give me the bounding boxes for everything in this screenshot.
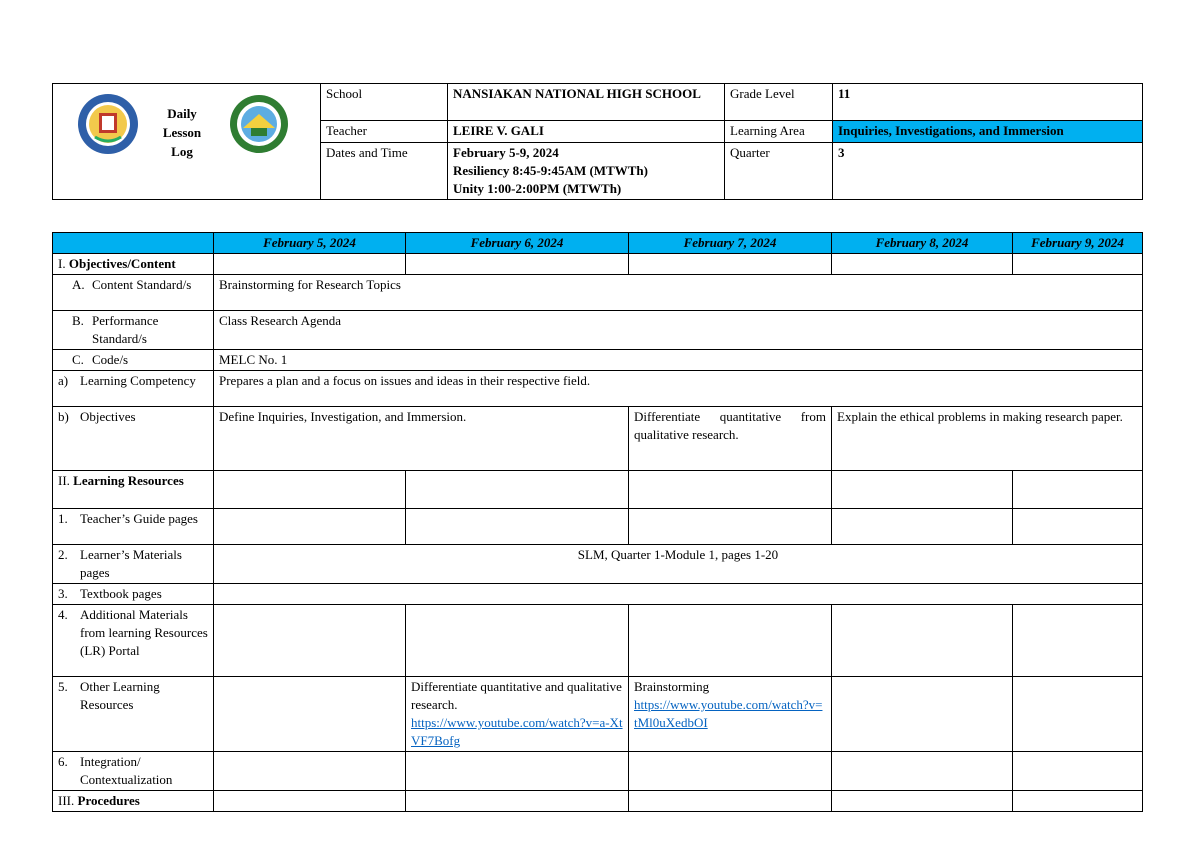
- school-seal-logo: [229, 94, 289, 159]
- performance-standard-value: Class Research Agenda: [214, 311, 1143, 350]
- lesson-log-table: [52, 232, 1143, 812]
- grade-level-value: 11: [833, 84, 1143, 121]
- daily-lesson-log-label: Daily Lesson Log: [162, 106, 202, 159]
- school-label: School: [321, 84, 448, 121]
- teacher-label: Teacher: [321, 121, 448, 143]
- code-label: C. Code/s: [53, 350, 214, 371]
- logo-cell: [53, 84, 321, 200]
- objectives-label: b) Objectives: [53, 407, 214, 471]
- objectives-feb8-9: Explain the ethical problems in making research paper.: [832, 407, 1143, 471]
- objectives-feb7: Differentiate quantitative from qualitative research.: [629, 407, 832, 471]
- teacher-value: LEIRE V. GALI: [448, 121, 725, 143]
- objectives-feb5-6: Define Inquiries, Investigation, and Immersion.: [214, 407, 629, 471]
- content-standard-value: Brainstorming for Research Topics: [214, 275, 1143, 311]
- grade-level-label: Grade Level: [725, 84, 833, 121]
- deped-seal-logo: [77, 93, 139, 160]
- quarter-value: 3: [833, 143, 1143, 200]
- content-standard-label: A. Content Standard/s: [53, 275, 214, 311]
- video-link-brainstorming[interactable]: https://www.youtube.com/watch?v=tMl0uXedbOI: [634, 697, 823, 730]
- integration-label: 6. Integration/ Contextualization: [53, 752, 214, 791]
- learning-area-value: Inquiries, Investigations, and Immersion: [833, 121, 1143, 143]
- other-resources-label: 5. Other Learning Resources: [53, 677, 214, 752]
- code-value: MELC No. 1: [214, 350, 1143, 371]
- other-resources-feb7: Brainstorming https://www.youtube.com/watch?v=tMl0uXedbOI: [629, 677, 832, 752]
- learners-materials-value: SLM, Quarter 1-Module 1, pages 1-20: [214, 545, 1143, 584]
- video-link-quant-qual[interactable]: https://www.youtube.com/watch?v=a-XtVF7Bofg: [411, 715, 623, 748]
- objectives-section-title: I. Objectives/Content: [53, 254, 214, 275]
- learning-resources-section-title: II. Learning Resources: [53, 471, 214, 509]
- learning-competency-value: Prepares a plan and a focus on issues and ideas in their respective field.: [214, 371, 1143, 407]
- learners-materials-label: 2. Learner’s Materials pages: [53, 545, 214, 584]
- day-header-feb5: February 5, 2024: [214, 233, 406, 254]
- day-header-feb9: February 9, 2024: [1013, 233, 1143, 254]
- day-header-blank: [53, 233, 214, 254]
- procedures-section-title: III. Procedures: [53, 791, 214, 812]
- quarter-label: Quarter: [725, 143, 833, 200]
- additional-materials-label: 4. Additional Materials from learning Resources (LR) Portal: [53, 605, 214, 677]
- teachers-guide-label: 1. Teacher’s Guide pages: [53, 509, 214, 545]
- dates-time-value: February 5-9, 2024 Resiliency 8:45-9:45AM (MTWTh) Unity 1:00-2:00PM (MTWTh): [448, 143, 725, 200]
- header-table: [52, 83, 1143, 200]
- day-header-feb6: February 6, 2024: [406, 233, 629, 254]
- day-header-feb8: February 8, 2024: [832, 233, 1013, 254]
- learning-competency-label: a) Learning Competency: [53, 371, 214, 407]
- performance-standard-label: B. Performance Standard/s: [53, 311, 214, 350]
- day-header-feb7: February 7, 2024: [629, 233, 832, 254]
- dates-time-label: Dates and Time: [321, 143, 448, 200]
- school-value: NANSIAKAN NATIONAL HIGH SCHOOL: [448, 84, 725, 121]
- learning-area-label: Learning Area: [725, 121, 833, 143]
- textbook-label: 3. Textbook pages: [53, 584, 214, 605]
- other-resources-feb6: Differentiate quantitative and qualitative research. https://www.youtube.com/watch?v=a-XtVF7Bofg: [406, 677, 629, 752]
